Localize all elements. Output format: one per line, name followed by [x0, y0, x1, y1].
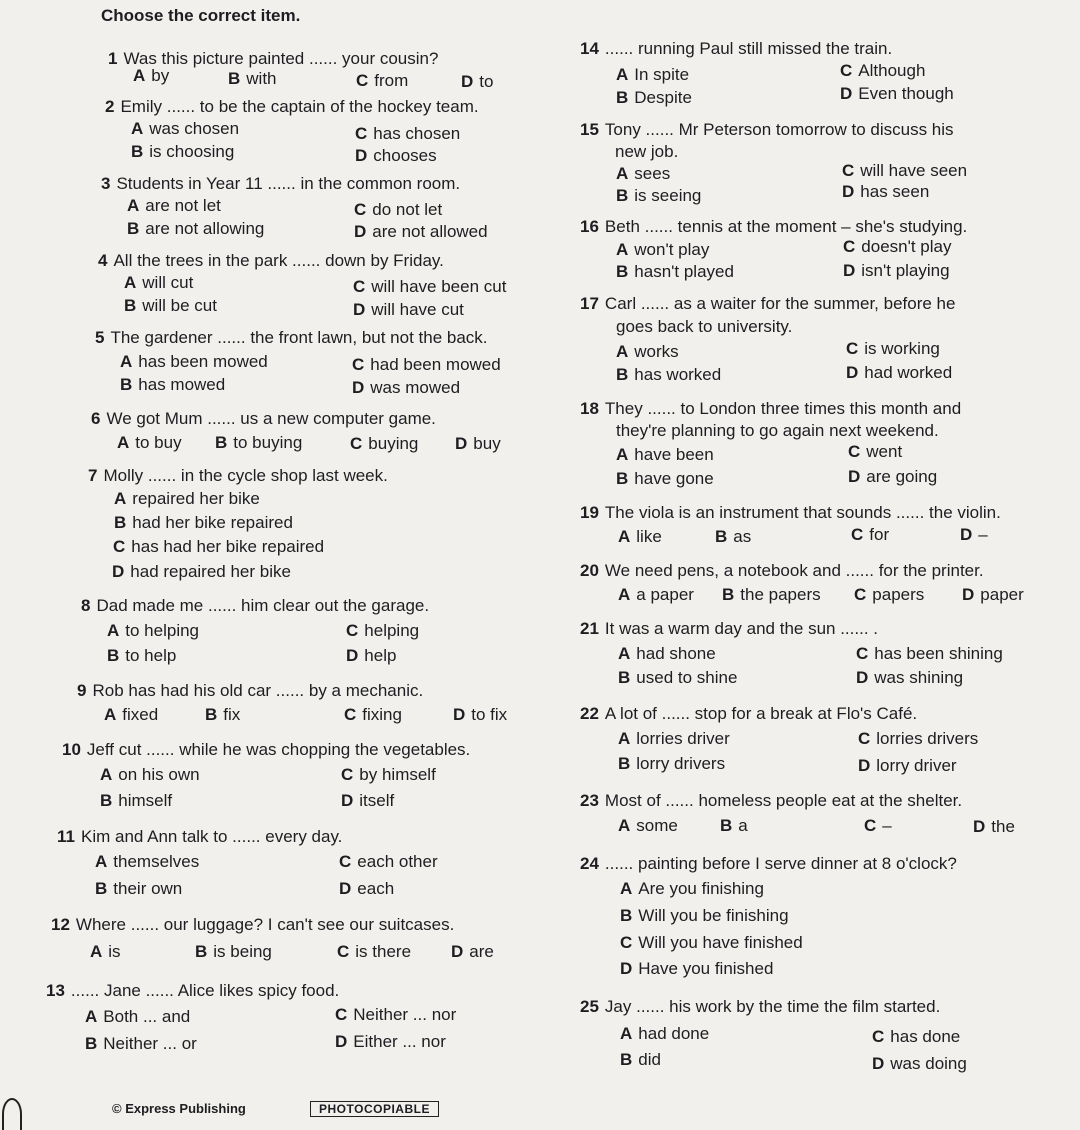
- question-3: 3 Students in Year 11 ...... in the common room.: [101, 174, 461, 193]
- option-17b[interactable]: B has worked: [616, 365, 722, 384]
- option-9a[interactable]: A fixed: [104, 705, 159, 724]
- option-18b[interactable]: B have gone: [616, 469, 714, 488]
- option-21d[interactable]: D was shining: [856, 668, 964, 687]
- option-1d[interactable]: D to: [461, 72, 494, 91]
- option-25d[interactable]: D was doing: [872, 1054, 967, 1073]
- option-15b[interactable]: B is seeing: [616, 186, 702, 205]
- option-21c[interactable]: C has been shining: [856, 644, 1003, 663]
- option-3a[interactable]: A are not let: [127, 196, 221, 215]
- option-19d[interactable]: D –: [960, 525, 988, 544]
- option-17d[interactable]: D had worked: [846, 363, 953, 382]
- option-9b[interactable]: B fix: [205, 705, 241, 724]
- option-19c[interactable]: C for: [851, 525, 890, 544]
- question-18-continued: they're planning to go again next weekend.: [616, 421, 939, 440]
- option-7d[interactable]: D had repaired her bike: [112, 562, 291, 581]
- publisher-credit: © Express Publishing: [112, 1101, 246, 1116]
- option-22d[interactable]: D lorry driver: [858, 756, 957, 775]
- option-13c[interactable]: C Neither ... nor: [335, 1005, 457, 1024]
- option-11b[interactable]: B their own: [95, 879, 183, 898]
- question-13: 13 ...... Jane ...... Alice likes spicy food.: [46, 981, 340, 1000]
- option-6d[interactable]: D buy: [455, 434, 501, 453]
- option-23b[interactable]: B a: [720, 816, 748, 835]
- question-12: 12 Where ...... our luggage? I can't see our suitcases.: [51, 915, 455, 934]
- option-9d[interactable]: D to fix: [453, 705, 508, 724]
- question-25: 25 Jay ...... his work by the time the film started.: [580, 997, 941, 1016]
- option-18a[interactable]: A have been: [616, 445, 714, 464]
- option-20a[interactable]: A a paper: [618, 585, 694, 604]
- question-21: 21 It was a warm day and the sun ...... .: [580, 619, 878, 638]
- option-14b[interactable]: B Despite: [616, 88, 692, 107]
- option-16b[interactable]: B hasn't played: [616, 262, 734, 281]
- option-24c[interactable]: C Will you have finished: [620, 933, 803, 952]
- question-number: 1: [108, 49, 118, 68]
- option-6c[interactable]: C buying: [350, 434, 419, 453]
- option-22a[interactable]: A lorries driver: [618, 729, 730, 748]
- option-7a[interactable]: A repaired her bike: [114, 489, 260, 508]
- option-25b[interactable]: B did: [620, 1050, 661, 1069]
- option-6b[interactable]: B to buying: [215, 433, 303, 452]
- option-9c[interactable]: C fixing: [344, 705, 402, 724]
- option-5a[interactable]: A has been mowed: [120, 352, 268, 371]
- question-16: 16 Beth ...... tennis at the moment – she's studying.: [580, 217, 968, 236]
- option-22b[interactable]: B lorry drivers: [618, 754, 726, 773]
- option-15d[interactable]: D has seen: [842, 182, 930, 201]
- option-4b[interactable]: B will be cut: [124, 296, 217, 315]
- option-25a[interactable]: A had done: [620, 1024, 710, 1043]
- option-10a[interactable]: A on his own: [100, 765, 200, 784]
- option-10b[interactable]: B himself: [100, 791, 173, 810]
- option-15c[interactable]: C will have seen: [842, 161, 968, 180]
- option-18c[interactable]: C went: [848, 442, 903, 461]
- question-18: 18 They ...... to London three times this month and: [580, 399, 962, 418]
- option-12b[interactable]: B is being: [195, 942, 272, 961]
- option-2d[interactable]: D chooses: [355, 146, 437, 165]
- option-16c[interactable]: C doesn't play: [843, 237, 952, 256]
- option-19a[interactable]: A like: [618, 527, 662, 546]
- option-18d[interactable]: D are going: [848, 467, 938, 486]
- option-6a[interactable]: A to buy: [117, 433, 182, 452]
- option-5b[interactable]: B has mowed: [120, 375, 226, 394]
- question-17-continued: goes back to university.: [616, 317, 793, 336]
- option-10c[interactable]: C by himself: [341, 765, 436, 784]
- question-24: 24 ...... painting before I serve dinner at 8 o'clock?: [580, 854, 957, 873]
- option-8c[interactable]: C helping: [346, 621, 420, 640]
- option-13d[interactable]: D Either ... nor: [335, 1032, 446, 1051]
- question-14: 14 ...... running Paul still missed the train.: [580, 39, 893, 58]
- option-2c[interactable]: C has chosen: [355, 124, 461, 143]
- option-23d[interactable]: D the: [973, 817, 1015, 836]
- option-11c[interactable]: C each other: [339, 852, 438, 871]
- question-17: 17 Carl ...... as a waiter for the summer, before he: [580, 294, 956, 313]
- option-8b[interactable]: B to help: [107, 646, 177, 665]
- option-19b[interactable]: B as: [715, 527, 752, 546]
- question-2: 2 Emily ...... to be the captain of the hockey team.: [105, 97, 479, 116]
- option-4c[interactable]: C will have been cut: [353, 277, 507, 296]
- option-15a[interactable]: A sees: [616, 164, 671, 183]
- option-8d[interactable]: D help: [346, 646, 397, 665]
- option-13a[interactable]: A Both ... and: [85, 1007, 191, 1026]
- question-text: Was this picture painted ...... your cousin?: [123, 49, 439, 68]
- option-1a[interactable]: A by: [133, 66, 170, 85]
- option-23a[interactable]: A some: [618, 816, 678, 835]
- question-8: 8 Dad made me ...... him clear out the garage.: [81, 596, 430, 615]
- question-15: 15 Tony ...... Mr Peterson tomorrow to discuss his: [580, 120, 954, 139]
- option-17c[interactable]: C is working: [846, 339, 940, 358]
- question-4: 4 All the trees in the park ...... down by Friday.: [98, 251, 444, 270]
- question-11: 11 Kim and Ann talk to ...... every day.: [57, 827, 343, 846]
- option-20d[interactable]: D paper: [962, 585, 1024, 604]
- option-12c[interactable]: C is there: [337, 942, 412, 961]
- question-20: 20 We need pens, a notebook and ...... for the printer.: [580, 561, 984, 580]
- instruction-title: Choose the correct item.: [101, 6, 301, 25]
- question-19: 19 The viola is an instrument that sounds ...... the violin.: [580, 503, 1001, 522]
- option-14c[interactable]: C Although: [840, 61, 926, 80]
- option-17a[interactable]: A works: [616, 342, 679, 361]
- option-23c[interactable]: C –: [864, 816, 892, 835]
- option-8a[interactable]: A to helping: [107, 621, 200, 640]
- option-16a[interactable]: A won't play: [616, 240, 710, 259]
- question-6: 6 We got Mum ...... us a new computer game.: [91, 409, 436, 428]
- option-14a[interactable]: A In spite: [616, 65, 690, 84]
- option-16d[interactable]: D isn't playing: [843, 261, 950, 280]
- option-14d[interactable]: D Even though: [840, 84, 954, 103]
- question-5: 5 The gardener ...... the front lawn, but not the back.: [95, 328, 488, 347]
- option-20c[interactable]: C papers: [854, 585, 925, 604]
- option-3b[interactable]: B are not allowing: [127, 219, 265, 238]
- option-22c[interactable]: C lorries drivers: [858, 729, 979, 748]
- option-21a[interactable]: A had shone: [618, 644, 716, 663]
- option-2b[interactable]: B is choosing: [131, 142, 235, 161]
- page-curl-mark: [2, 1098, 22, 1130]
- option-5c[interactable]: C had been mowed: [352, 355, 501, 374]
- question-15-continued: new job.: [615, 142, 679, 161]
- option-11d[interactable]: D each: [339, 879, 395, 898]
- option-21b[interactable]: B used to shine: [618, 668, 738, 687]
- option-7b[interactable]: B had her bike repaired: [114, 513, 293, 532]
- question-22: 22 A lot of ...... stop for a break at Flo's Café.: [580, 704, 918, 723]
- option-20b[interactable]: B the papers: [722, 585, 821, 604]
- option-13b[interactable]: B Neither ... or: [85, 1034, 197, 1053]
- option-24b[interactable]: B Will you be finishing: [620, 906, 789, 925]
- option-4a[interactable]: A will cut: [124, 273, 194, 292]
- option-10d[interactable]: D itself: [341, 791, 395, 810]
- option-24a[interactable]: A Are you finishing: [620, 879, 764, 898]
- option-1c[interactable]: C from: [356, 71, 409, 90]
- option-2a[interactable]: A was chosen: [131, 119, 240, 138]
- option-1b[interactable]: B with: [228, 69, 277, 88]
- question-10: 10 Jeff cut ...... while he was chopping the vegetables.: [62, 740, 471, 759]
- photocopiable-stamp: PHOTOCOPIABLE: [310, 1101, 439, 1117]
- option-3c[interactable]: C do not let: [354, 200, 443, 219]
- option-25c[interactable]: C has done: [872, 1027, 961, 1046]
- option-11a[interactable]: A themselves: [95, 852, 200, 871]
- option-3d[interactable]: D are not allowed: [354, 222, 488, 241]
- question-7: 7 Molly ...... in the cycle shop last week.: [88, 466, 388, 485]
- option-4d[interactable]: D will have cut: [353, 300, 464, 319]
- question-23: 23 Most of ...... homeless people eat at the shelter.: [580, 791, 963, 810]
- option-24d[interactable]: D Have you finished: [620, 959, 774, 978]
- option-12d[interactable]: D are: [451, 942, 494, 961]
- option-5d[interactable]: D was mowed: [352, 378, 461, 397]
- option-7c[interactable]: C has had her bike repaired: [113, 537, 325, 556]
- option-12a[interactable]: A is: [90, 942, 121, 961]
- question-9: 9 Rob has had his old car ...... by a mechanic.: [77, 681, 424, 700]
